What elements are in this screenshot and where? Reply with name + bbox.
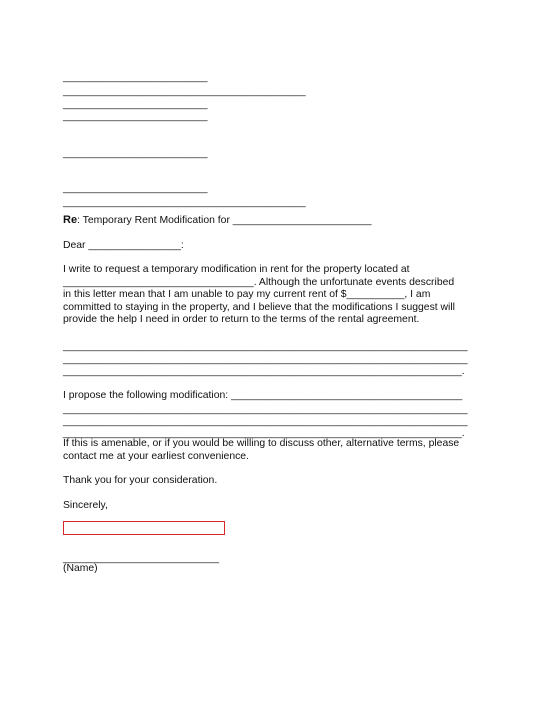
salutation: Dear ________________: [63, 240, 184, 251]
closing: Sincerely, [63, 500, 108, 511]
sender-address-line-1: _________________________ [63, 72, 208, 83]
recipient-address-line-1: _________________________ [63, 183, 208, 194]
sender-address-line-3: _________________________ [63, 99, 208, 110]
date-line: _________________________ [63, 148, 208, 159]
paragraph-1-line-5: provide the help I need in order to return to the terms of the rental agreement. [63, 314, 420, 325]
name-label: (Name) [63, 563, 98, 574]
sender-address-line-4: _________________________ [63, 111, 208, 122]
re-label: Re [63, 214, 78, 226]
explanation-line-1: ______________________________________________________________________ [63, 341, 468, 352]
amenable-line-1: If this is amenable, or if you would be willing to discuss other, alternative terms, please [63, 438, 460, 449]
signature-field[interactable] [63, 521, 225, 535]
paragraph-1-line-1: I write to request a temporary modification in rent for the property located at [63, 264, 410, 275]
paragraph-1-line-2: _________________________________. Although the unfortunate events described [63, 277, 455, 288]
amenable-line-2: contact me at your earliest convenience. [63, 451, 249, 462]
paragraph-1-line-3: in this letter mean that I am unable to pay my current rent of $__________, I am [63, 289, 431, 300]
proposal-line-2: ______________________________________________________________________ [63, 416, 468, 427]
explanation-line-3: _____________________________________________________________________. [63, 366, 465, 377]
recipient-address-line-2: __________________________________________ [63, 197, 306, 208]
proposal-line-3: _____________________________________________________________________. [63, 428, 465, 439]
subject-line [63, 214, 372, 227]
sender-address-line-2: __________________________________________ [63, 86, 306, 97]
proposal-line-1: ______________________________________________________________________ [63, 404, 468, 415]
subject-text: : Temporary Rent Modification for ________________________ [77, 215, 372, 226]
proposal-intro: I propose the following modification: ________________________________________ [63, 390, 463, 401]
thanks-line: Thank you for your consideration. [63, 475, 218, 486]
explanation-line-2: ______________________________________________________________________ [63, 354, 468, 365]
name-line: ___________________________ [63, 553, 220, 564]
paragraph-1-line-4: committed to staying in the property, and I believe that the modifications I suggest will [63, 302, 455, 313]
